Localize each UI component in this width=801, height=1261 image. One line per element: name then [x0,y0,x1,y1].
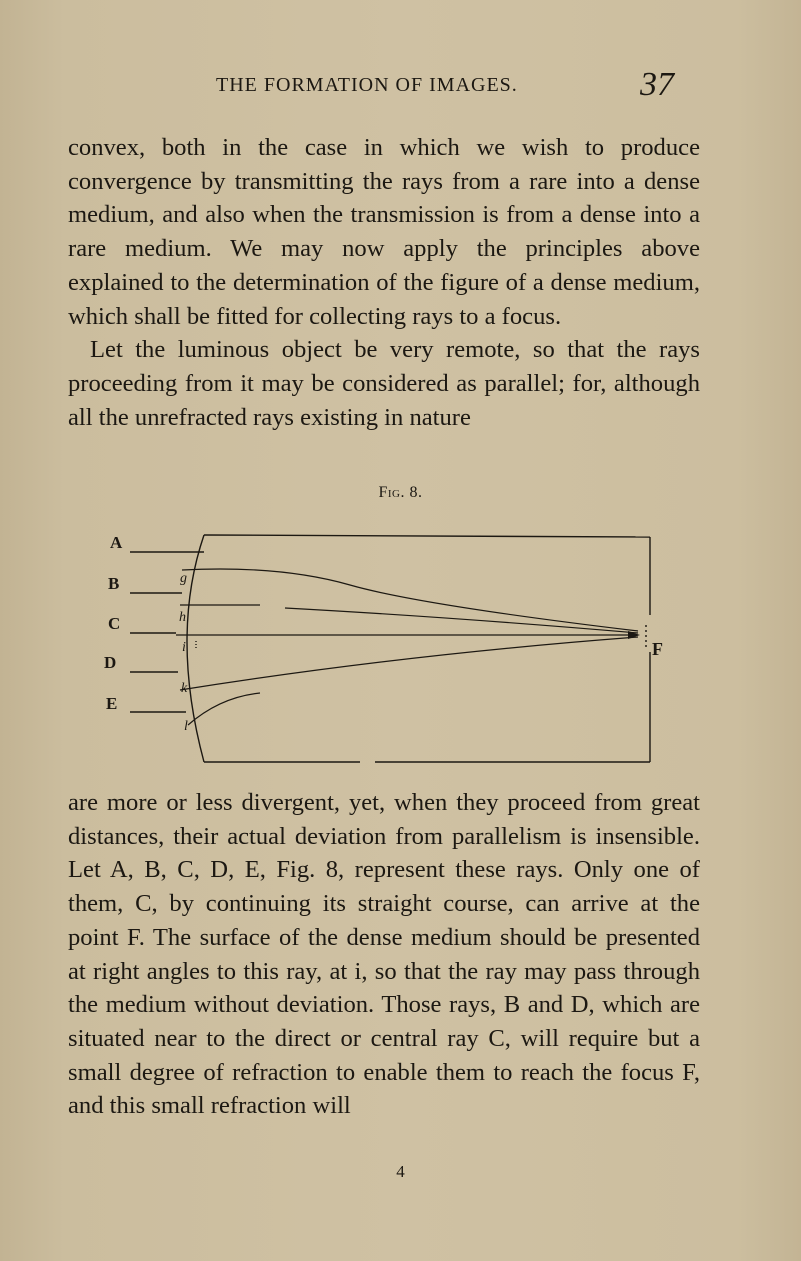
signature-mark: 4 [396,1162,405,1181]
page-header [0,66,801,112]
paragraph: convex, both in the case in which we wish to produce convergence by transmitting the rays from a rare into a dense medium, and also when the transmission is from a dense into a rare medium. We may now apply the principles above explained to the determination of the figure of a dense medium, which shall be fitted for collecting rays to a focus. [68,134,700,330]
ray-label-d: D [104,653,117,672]
figure-caption-prefix: Fig. [378,484,405,501]
ray-g-refracted [182,569,638,631]
ray-label-b: B [108,574,120,593]
body-text-bottom [68,786,700,1123]
refraction-diagram [100,525,680,775]
ray-l-refracted [188,693,260,725]
lens-top-edge [204,535,650,537]
focus-label-f: F [652,639,663,659]
body-text-top [68,131,700,434]
paragraph: Let the luminous object be very remote, so that the rays proceeding from it may be considered as parallel; for, although all the unrefracted rays existing in nature [68,336,700,431]
figure-caption-number: 8. [409,484,423,501]
surface-label-k: k [181,681,188,696]
ray-label-c: C [108,614,121,633]
surface-label-l: l [184,719,188,734]
paragraph: are more or less divergent, yet, when they proceed from great distances, their actual deviation from parallelism is insensible. Let A, B, C, D, E, Fig. 8, represent these rays. Only one of them, C, by continuing its straight course, can arrive at the point F. The surface of the dense medium should be presented at right angles to this ray, at i, so that the ray may pass through the medium without deviation. Those rays, B and D, which are situated near to the direct or central ray C, will require but a small degree of refraction to enable them to reach the focus F, and this small refraction will [68,789,700,1120]
page-number: 37 [640,66,674,103]
surface-label-g: g [180,571,187,586]
surface-label-i: i [182,640,186,655]
ray-label-a: A [110,533,123,552]
running-title: THE FORMATION OF IMAGES. [216,74,518,96]
ray-h-refracted [180,605,638,633]
ray-k-refracted [180,637,638,690]
figure-caption [0,484,801,502]
ray-label-e: E [106,694,118,713]
surface-label-h: h [179,610,186,625]
